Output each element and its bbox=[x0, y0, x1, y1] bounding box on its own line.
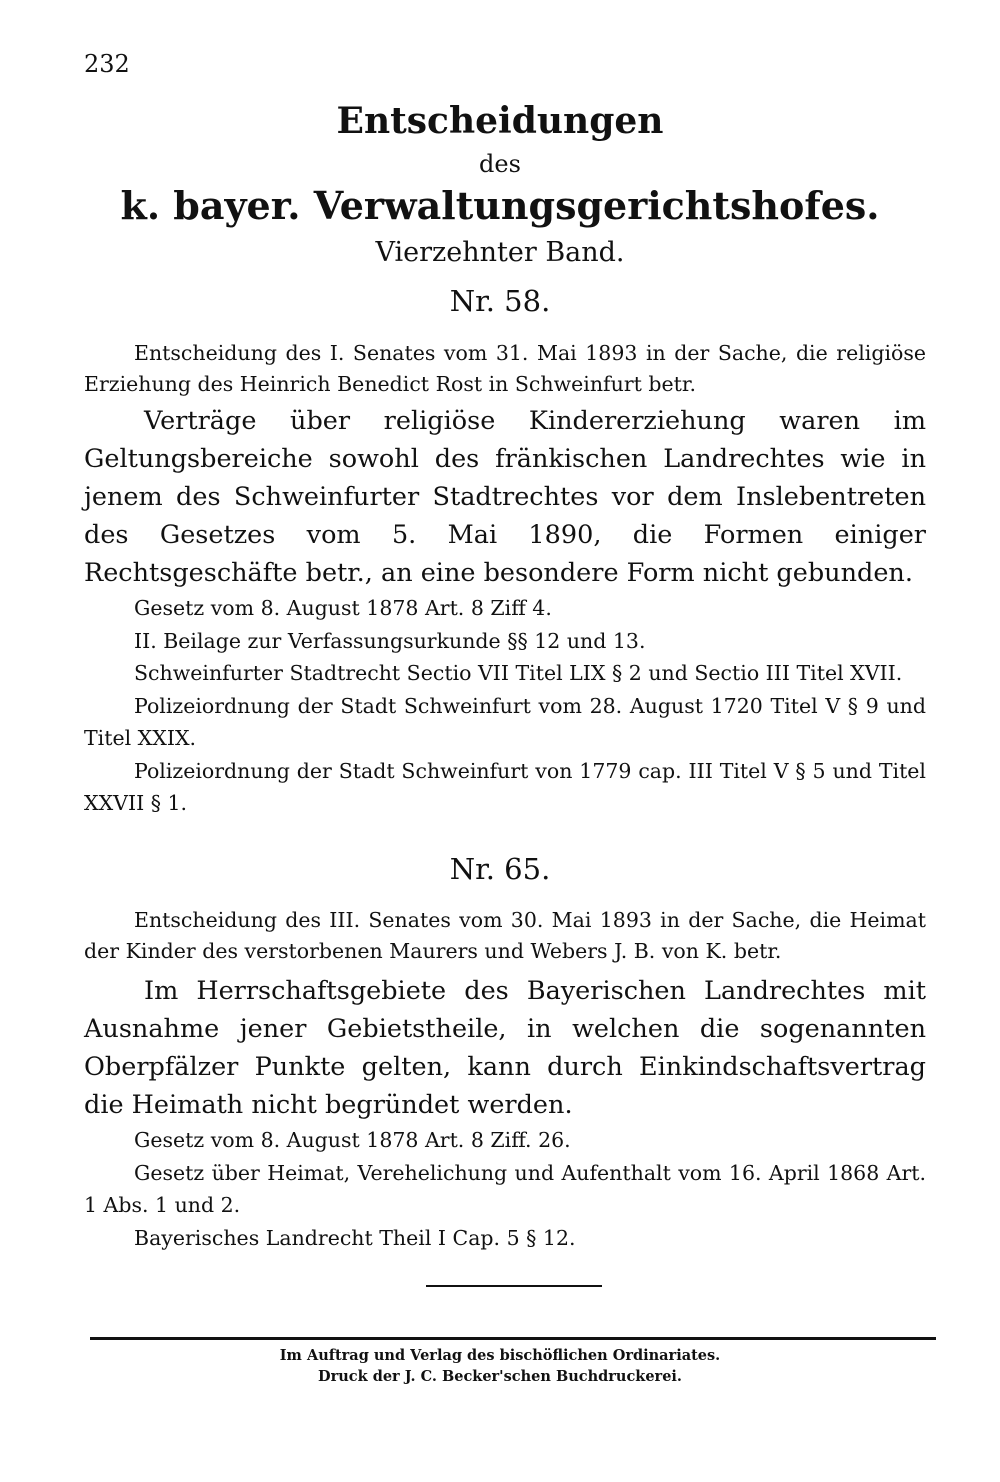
reference-item: Gesetz über Heimat, Verehelichung und Aufenthalt vom 16. April 1868 Art. 1 Abs. 1 und 2. bbox=[84, 1160, 926, 1217]
reference-item: II. Beilage zur Verfassungsurkunde §§ 12 und 13. bbox=[134, 628, 646, 653]
header-title: Entscheidungen bbox=[336, 100, 664, 142]
entry-headnote: Im Herrschaftsgebiete des Bayerischen Landrechtes mit Ausnahme jener Gebietstheile, in welchen die sogenannten Oberpfälzer Punkte gelten, kann durch Einkindschaftsvertrag die Heimath nicht begründet werden. bbox=[84, 976, 926, 1120]
entry-number: Nr. 65. bbox=[449, 852, 551, 886]
reference-item: Gesetz vom 8. August 1878 Art. 8 Ziff 4. bbox=[134, 596, 552, 620]
entry-summary: Entscheidung des III. Senates vom 30. Mai 1893 in der Sache, die Heimat der Kinder des verstorbenen Maurers und Webers J. B. von K. betr. bbox=[84, 908, 926, 963]
imprint-publisher: Im Auftrag und Verlag des bischöflichen Ordinariates. bbox=[279, 1347, 721, 1364]
header-volume: Vierzehnter Band. bbox=[375, 237, 625, 268]
entry-references bbox=[84, 1124, 926, 1254]
entry-number: Nr. 58. bbox=[449, 284, 551, 318]
header-court-name: k. bayer. Verwaltungsgerichtshofes. bbox=[120, 183, 880, 228]
reference-item: Gesetz vom 8. August 1878 Art. 8 Ziff. 26. bbox=[134, 1128, 571, 1152]
entry-references bbox=[84, 592, 926, 820]
entry-headnote: Verträge über religiöse Kindererziehung waren im Geltungsbereiche sowohl des fränkischen Landrechtes wie in jenem des Schweinfurter Stadtrechtes vor dem Inslebentreten des Gesetzes vom 5. Mai 1890, die Formen einiger Rechtsgeschäfte betr., an eine besondere Form nicht gebunden. bbox=[84, 406, 926, 588]
header-subtitle-des: des bbox=[479, 150, 521, 178]
section-divider bbox=[426, 1285, 602, 1287]
reference-item: Polizeiordnung der Stadt Schweinfurt vom 28. August 1720 Titel V § 9 und Titel XXIX. bbox=[84, 693, 926, 750]
footer-rule bbox=[90, 1337, 936, 1340]
reference-item: Polizeiordnung der Stadt Schweinfurt von 1779 cap. III Titel V § 5 und Titel XXVII § 1. bbox=[84, 758, 926, 815]
reference-item: Schweinfurter Stadtrecht Sectio VII Titel LIX § 2 und Sectio III Titel XVII. bbox=[134, 661, 903, 685]
entry-summary: Entscheidung des I. Senates vom 31. Mai 1893 in der Sache, die religiöse Erziehung des Heinrich Benedict Rost in Schweinfurt betr. bbox=[84, 341, 926, 396]
reference-item: Bayerisches Landrecht Theil I Cap. 5 § 12. bbox=[134, 1225, 576, 1250]
page-number: 232 bbox=[84, 50, 130, 78]
imprint-printer: Druck der J. C. Becker'schen Buchdruckerei. bbox=[318, 1368, 682, 1385]
